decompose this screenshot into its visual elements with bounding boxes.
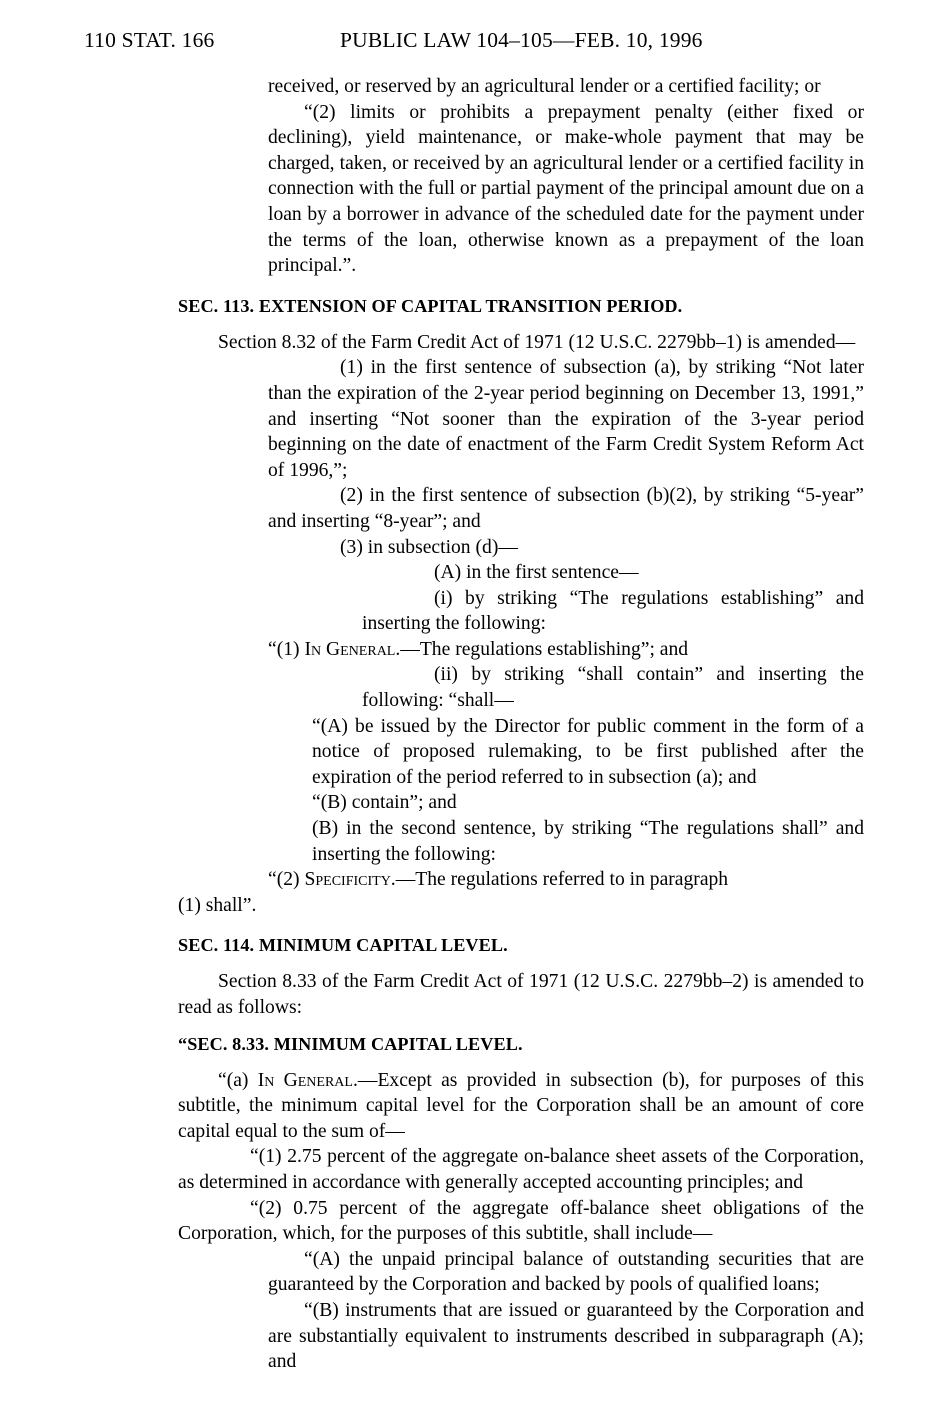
heading-sec-114: SEC. 114. MINIMUM CAPITAL LEVEL. [178,935,508,956]
quote-1-headnote: In General. [304,638,401,660]
paragraph-2: “(2) limits or prohibits a prepayment penalty (either fixed or declining), yield maintenance, or make-whole payment that may be charged, taken, or received by an agricultural lender or a certified facility in connection with the full or partial payment of the principal amount due on a loan by a borrower in advance of the scheduled date for the payment under the terms of the loan, otherwise known as a prepayment of the loan principal.”. [268,101,864,277]
sec-833-subparagraph-A: “(A) the unpaid principal balance of outstanding securities that are guaranteed by the Corporation and backed by pools of qualified loans; [268,1248,864,1296]
sec-113-paragraph-2: (2) in the first sentence of subsection (b)(2), by striking “5-year” and inserting “8-year”; and [268,485,864,532]
quoted-paragraph-2 [268,867,864,893]
quoted-subparagraph-A: “(A) be issued by the Director for public comment in the form of a notice of proposed rulemaking, to be first published after the expiration of the period referred to in subsection (a); and [312,715,864,788]
heading-sec-833: “SEC. 8.33. MINIMUM CAPITAL LEVEL. [178,1033,523,1054]
running-head [0,28,947,58]
sec-113-clause-i: (i) by striking “The regulations establishing” and inserting the following: [362,587,864,635]
subsection-a-prefix: “(a) [218,1069,258,1091]
heading-sec-113: SEC. 113. EXTENSION OF CAPITAL TRANSITION PERIOD. [178,295,683,316]
sec-113-paragraph-1: (1) in the first sentence of subsection (a), by striking “Not later than the expiration of the 2-year period beginning on December 13, 1991,” and inserting “Not sooner than the expiration of the 3-year period beginning on the date of enactment of the Farm Credit System Reform Act of 1996,”; [268,357,864,481]
sec-113-intro: Section 8.32 of the Farm Credit Act of 1971 (12 U.S.C. 2279bb–1) is amended— [218,331,856,353]
quote-2-tail: (1) shall”. [178,894,257,916]
sec-113-clause-ii: (ii) by striking “shall contain” and inserting the following: “shall— [362,664,864,712]
sec-113-paragraph-3: (3) in subsection (d)— [340,536,518,558]
quote-2-text: —The regulations referred to in paragraph [395,869,729,891]
quoted-paragraph-1 [268,637,864,663]
public-law-citation: PUBLIC LAW 104–105—FEB. 10, 1996 [340,28,703,52]
paragraph-continuation: received, or reserved by an agricultural lender or a certified facility; or [268,76,821,97]
sec-833-paragraph-2: “(2) 0.75 percent of the aggregate off-balance sheet obligations of the Corporation, which, for the purposes of this subtitle, shall include— [178,1197,864,1245]
subsection-a-text: —Except as provided in subsection (b), for purposes of this subtitle, the minimum capital level for the Corporation shall be an amount of core capital equal to the sum of— [178,1069,864,1142]
sec-113-subparagraph-A: (A) in the first sentence— [434,562,639,584]
sec-113-subparagraph-B: (B) in the second sentence, by striking “The regulations shall” and inserting the following: [312,818,864,865]
quoted-subparagraph-B: “(B) contain”; and [312,792,457,814]
subsection-a-headnote: In General. [257,1069,358,1091]
sec-833-subsection-a [178,1068,864,1145]
page-number-statute: 110 STAT. 166 [84,28,215,52]
sec-114-intro: Section 8.33 of the Farm Credit Act of 1971 (12 U.S.C. 2279bb–2) is amended to read as follows: [178,971,864,1018]
quote-1-text: —The regulations establishing”; and [400,638,689,660]
body-column [84,74,864,1375]
quote-2-headnote: Specificity. [304,869,396,891]
quote-1-prefix: “(1) [268,638,305,660]
sec-833-subparagraph-B: “(B) instruments that are issued or guaranteed by the Corporation and are substantially equivalent to instruments described in subparagraph (A); and [268,1299,864,1373]
quote-2-prefix: “(2) [268,869,305,891]
sec-833-paragraph-1: “(1) 2.75 percent of the aggregate on-balance sheet assets of the Corporation, as determined in accordance with generally accepted accounting principles; and [178,1146,864,1193]
